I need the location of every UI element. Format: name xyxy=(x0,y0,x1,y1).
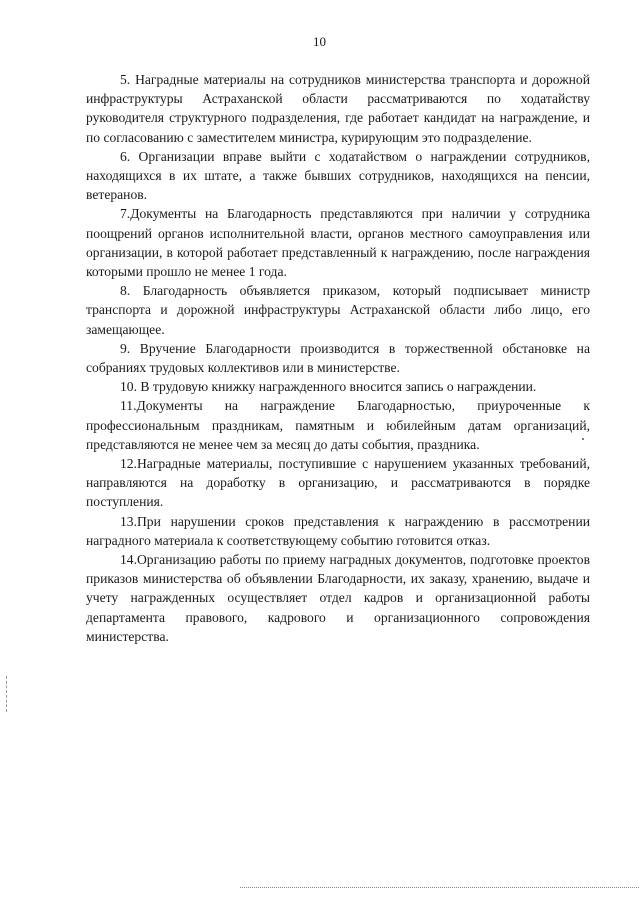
paragraph-item-14: 14.Организацию работы по приему наградных документов, подготовке проектов приказов министерства об объявлении Благодарности, их заказу, хранению, выдаче и учету награжденных осуществляет отдел кадров и организационной работы департамента правового, кадрового и организационного сопровождения министерства. xyxy=(86,552,590,644)
paragraph-item-11: 11.Документы на награждение Благодарностью, приуроченные к профессиональным праздникам, памятным и юбилейным датам организаций, представляются не менее чем за месяц до даты события, праздника. xyxy=(86,398,590,452)
paragraph-item-9: 9. Вручение Благодарности производится в торжественной обстановке на собраниях трудовых коллективов или в министерстве. xyxy=(86,340,590,376)
scan-speck xyxy=(582,438,584,440)
scan-bottom-edge xyxy=(240,887,639,888)
paragraph-item-12: 12.Наградные материалы, поступившие с нарушением указанных требований, направляются на доработку в организацию, и рассматриваются в порядке поступления. xyxy=(86,456,590,510)
paragraph-item-8: 8. Благодарность объявляется приказом, который подписывает министр транспорта и дорожной инфраструктуры Астраханской области либо лицо, его замещающее. xyxy=(86,283,590,337)
page-number: 10 xyxy=(313,34,326,49)
paragraph-item-10: 10. В трудовую книжку награжденного вносится запись о награждении. xyxy=(120,379,537,395)
document-body xyxy=(86,70,590,646)
paragraph-item-7: 7.Документы на Благодарность представляются при наличии у сотрудника поощрений органов исполнительной власти, органов местного самоуправления или организации, в которой работает представленный к награждению, после награждения которыми прошло не менее 1 года. xyxy=(86,206,590,280)
paragraph-item-6: 6. Организации вправе выйти с ходатайством о награждении сотрудников, находящихся в их штате, а также бывших сотрудников, находящихся на пенсии, ветеранов. xyxy=(86,148,590,203)
paragraph-item-13: 13.При нарушении сроков представления к награждению в рассмотрении наградного материала к соответствующему событию готовится отказ. xyxy=(86,513,590,548)
paragraph-item-5: 5. Наградные материалы на сотрудников министерства транспорта и дорожной инфраструктуры Астраханской области рассматриваются по ходатайству руководителя структурного подразделения, где работает кандидат на награждение, и по согласованию с заместителем министра, курирующим это подразделение. xyxy=(86,72,590,145)
scan-edge-marks xyxy=(6,676,8,712)
